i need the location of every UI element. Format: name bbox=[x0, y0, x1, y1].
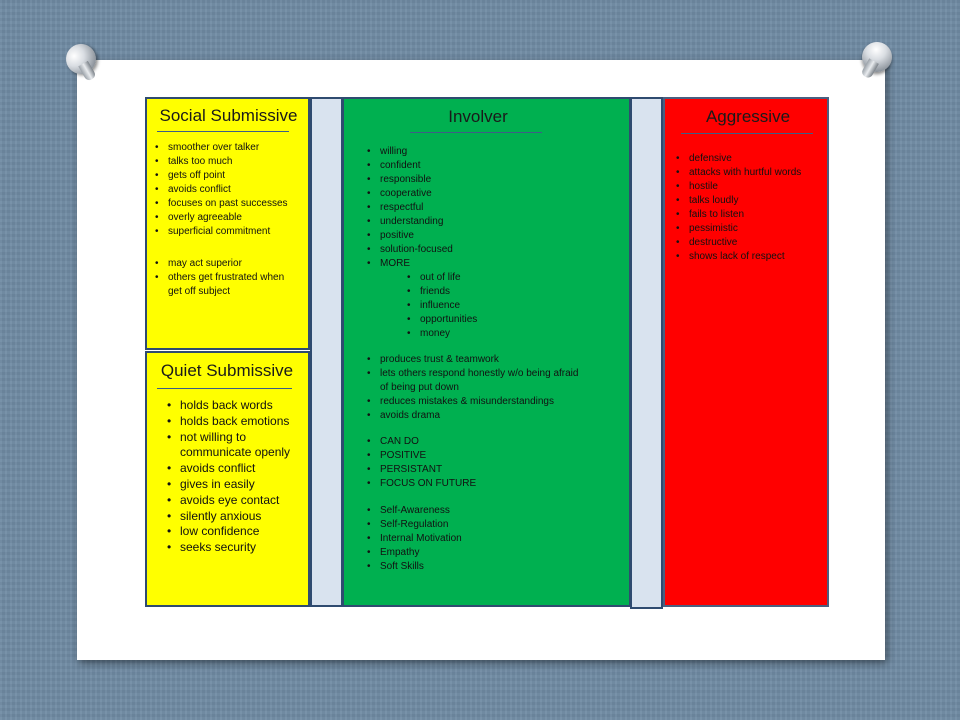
aggressive-panel bbox=[663, 97, 829, 607]
involver-list-3 bbox=[380, 435, 476, 491]
list-item: • friends bbox=[420, 285, 477, 299]
list-item: • responsible bbox=[380, 173, 453, 187]
list-item: • smoother over talker bbox=[168, 141, 288, 155]
list-item: • talks too much bbox=[168, 155, 288, 169]
list-item: • influence bbox=[420, 299, 477, 313]
list-item: • reduces mistakes & misunderstandings bbox=[380, 395, 578, 409]
social-submissive-panel bbox=[145, 97, 310, 350]
list-item: • PERSISTANT bbox=[380, 463, 476, 477]
involver-list-1 bbox=[380, 145, 453, 271]
list-item: • shows lack of respect bbox=[689, 250, 801, 264]
list-item: • produces trust & teamwork bbox=[380, 353, 578, 367]
list-item: • gives in easily bbox=[180, 477, 290, 493]
list-item: communicate openly bbox=[180, 445, 291, 460]
title-underline bbox=[157, 388, 292, 389]
list-item: of being put down bbox=[380, 382, 459, 393]
list-item: • talks loudly bbox=[689, 194, 801, 208]
list-item: • Internal Motivation bbox=[380, 532, 462, 546]
list-item: • out of life bbox=[420, 271, 477, 285]
title-underline bbox=[410, 132, 542, 133]
list-item: • gets off point bbox=[168, 169, 288, 183]
aggressive-list bbox=[689, 152, 801, 264]
list-item: • superficial commitment bbox=[168, 225, 288, 239]
list-item: get off subject bbox=[168, 286, 231, 297]
list-item: • avoids conflict bbox=[180, 461, 290, 477]
list-item: • confident bbox=[380, 159, 453, 173]
quiet-submissive-list bbox=[180, 398, 290, 556]
aggressive-title: Aggressive bbox=[705, 107, 791, 126]
list-item: • lets others respond honestly w/o being afraid bbox=[380, 367, 578, 381]
list-item: • destructive bbox=[689, 236, 801, 250]
list-item: • low confidence bbox=[180, 524, 290, 540]
list-item: • Soft Skills bbox=[380, 560, 462, 574]
list-item: • avoids drama bbox=[380, 409, 578, 423]
social-submissive-title: Social Submissive bbox=[159, 106, 298, 125]
list-item: • understanding bbox=[380, 215, 453, 229]
list-item: • hostile bbox=[689, 180, 801, 194]
list-item: • silently anxious bbox=[180, 509, 290, 525]
quiet-submissive-title: Quiet Submissive bbox=[160, 361, 294, 380]
spacer-column-left bbox=[310, 97, 343, 607]
list-item: • solution-focused bbox=[380, 243, 453, 257]
list-item: • fails to listen bbox=[689, 208, 801, 222]
list-item: • holds back words bbox=[180, 398, 290, 414]
list-item: • opportunities bbox=[420, 313, 477, 327]
list-item: • respectful bbox=[380, 201, 453, 215]
list-item: • not willing to bbox=[180, 430, 290, 446]
involver-list-4 bbox=[380, 504, 462, 574]
list-item: • cooperative bbox=[380, 187, 453, 201]
list-item: • holds back emotions bbox=[180, 414, 290, 430]
list-item: • defensive bbox=[689, 152, 801, 166]
list-item: • avoids eye contact bbox=[180, 493, 290, 509]
list-item: • willing bbox=[380, 145, 453, 159]
list-item: • POSITIVE bbox=[380, 449, 476, 463]
list-item: • may act superior bbox=[168, 257, 284, 271]
social-submissive-list bbox=[168, 141, 288, 239]
list-item: • seeks security bbox=[180, 540, 290, 556]
spacer-column-right bbox=[630, 97, 663, 609]
involver-title: Involver bbox=[448, 107, 508, 126]
list-item: • Self-Regulation bbox=[380, 518, 462, 532]
list-item: • attacks with hurtful words bbox=[689, 166, 801, 180]
list-item: • focuses on past successes bbox=[168, 197, 288, 211]
quiet-submissive-panel bbox=[145, 351, 310, 607]
involver-panel bbox=[342, 97, 631, 607]
involver-list-2 bbox=[380, 353, 578, 423]
list-item: • Empathy bbox=[380, 546, 462, 560]
involver-more-sublist bbox=[420, 271, 477, 341]
list-item: • MORE bbox=[380, 257, 453, 271]
pushpin-icon bbox=[857, 37, 898, 78]
list-item: • avoids conflict bbox=[168, 183, 288, 197]
title-underline bbox=[157, 131, 289, 132]
list-item: • CAN DO bbox=[380, 435, 476, 449]
pushpin-icon bbox=[61, 39, 102, 80]
list-item: • pessimistic bbox=[689, 222, 801, 236]
title-underline bbox=[681, 133, 813, 134]
list-item: • FOCUS ON FUTURE bbox=[380, 477, 476, 491]
list-item: • others get frustrated when bbox=[168, 271, 284, 285]
list-item: • positive bbox=[380, 229, 453, 243]
list-item: • overly agreeable bbox=[168, 211, 288, 225]
social-submissive-list-b bbox=[168, 257, 284, 299]
list-item: • Self-Awareness bbox=[380, 504, 462, 518]
list-item: • money bbox=[420, 327, 477, 341]
